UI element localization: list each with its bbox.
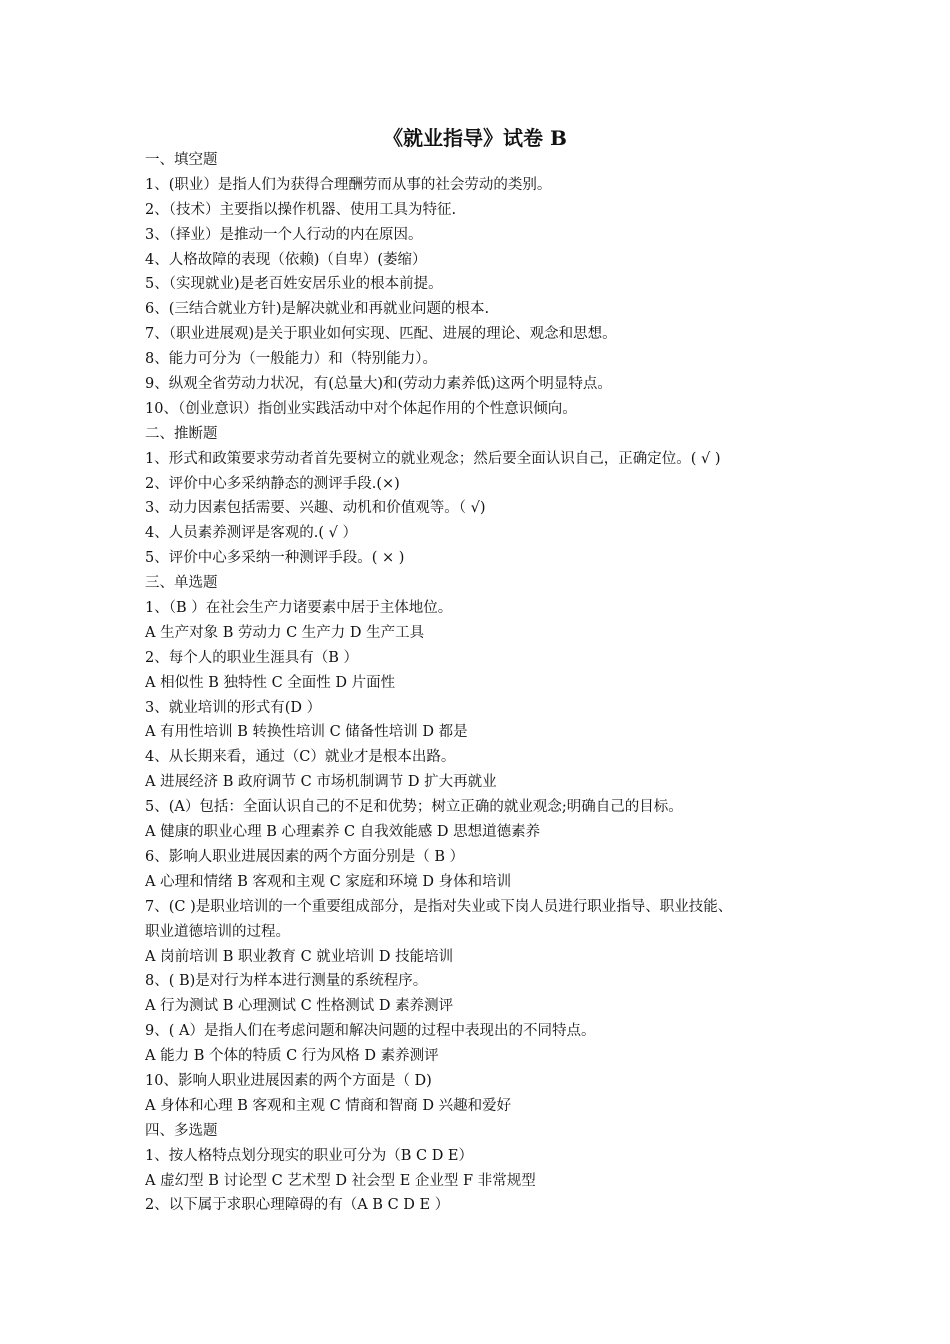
text-line: 二、推断题 bbox=[145, 425, 218, 442]
text-line: 2、（技术）主要指以操作机器、使用工具为特征. bbox=[145, 201, 457, 218]
text-line: 4、人员素养测评是客观的.( √ ） bbox=[145, 525, 357, 542]
text-line: 10、影响人职业进展因素的两个方面是（ D) bbox=[145, 1072, 432, 1089]
text-line: 7、（职业进展观)是关于职业如何实现、匹配、进展的理论、观念和思想。 bbox=[145, 326, 617, 343]
text-line: 1、(职业）是指人们为获得合理酬劳而从事的社会劳动的类别。 bbox=[145, 176, 552, 193]
text-line: 2、以下属于求职心理障碍的有（A B C D E ） bbox=[145, 1197, 450, 1214]
exam-title: 《就业指导》试卷 B bbox=[383, 126, 567, 150]
text-line: A 岗前培训 B 职业教育 C 就业培训 D 技能培训 bbox=[145, 948, 454, 965]
text-line: A 身体和心理 B 客观和主观 C 情商和智商 D 兴趣和爱好 bbox=[145, 1097, 512, 1114]
text-line: 4、人格故障的表现（依赖)（自卑）(萎缩） bbox=[145, 251, 427, 268]
text-line: A 行为测试 B 心理测试 C 性格测试 D 素养测评 bbox=[145, 998, 454, 1015]
text-line: 3、动力因素包括需要、兴趣、动机和价值观等。（ √) bbox=[145, 500, 486, 517]
text-line: 3、（择业）是推动一个人行动的内在原因。 bbox=[145, 226, 423, 243]
text-line: 5、评价中心多采纳一种测评手段。( × ) bbox=[145, 550, 405, 567]
text-line: 5、(A）包括：全面认识自己的不足和优势；树立正确的就业观念;明确自己的目标。 bbox=[145, 799, 683, 816]
text-line: 5、（实现就业)是老百姓安居乐业的根本前提。 bbox=[145, 276, 443, 293]
text-line: 6、(三结合就业方针)是解决就业和再就业问题的根本. bbox=[145, 301, 490, 318]
text-line: A 能力 B 个体的特质 C 行为风格 D 素养测评 bbox=[145, 1048, 439, 1065]
text-line: 3、就业培训的形式有(D ） bbox=[145, 699, 322, 716]
text-line: 职业道德培训的过程。 bbox=[145, 923, 290, 940]
text-line: 2、评价中心多采纳静态的测评手段.(×) bbox=[145, 475, 400, 492]
text-line: 1、形式和政策要求劳动者首先要树立的就业观念；然后要全面认识自己，正确定位。( √ ) bbox=[145, 450, 721, 467]
exam-content bbox=[145, 148, 835, 1218]
text-line: 1、（B ）在社会生产力诸要素中居于主体地位。 bbox=[145, 600, 453, 617]
text-line: 9、( A）是指人们在考虑问题和解决问题的过程中表现出的不同特点。 bbox=[145, 1023, 596, 1040]
text-line: 9、纵观全省劳动力状况，有(总量大)和(劳动力素养低)这两个明显特点。 bbox=[145, 376, 612, 393]
text-line: A 生产对象 B 劳动力 C 生产力 D 生产工具 bbox=[145, 624, 425, 641]
text-line: 10、（创业意识）指创业实践活动中对个体起作用的个性意识倾向。 bbox=[145, 400, 577, 417]
text-line: A 进展经济 B 政府调节 C 市场机制调节 D 扩大再就业 bbox=[145, 774, 497, 791]
text-line: 8、( B)是对行为样本进行测量的系统程序。 bbox=[145, 973, 428, 990]
text-line: 4、从长期来看，通过（C）就业才是根本出路。 bbox=[145, 749, 456, 766]
text-line: 6、影响人职业进展因素的两个方面分别是（ B ） bbox=[145, 848, 465, 865]
text-line: 8、能力可分为（一般能力）和（特别能力）。 bbox=[145, 351, 437, 368]
text-line: 四、多选题 bbox=[145, 1122, 218, 1139]
text-line: 三、单选题 bbox=[145, 575, 218, 592]
text-line: A 相似性 B 独特性 C 全面性 D 片面性 bbox=[145, 674, 396, 691]
text-line: A 心理和情绪 B 客观和主观 C 家庭和环境 D 身体和培训 bbox=[145, 873, 512, 890]
text-line: A 有用性培训 B 转换性培训 C 储备性培训 D 都是 bbox=[145, 724, 468, 741]
text-line: 7、(C )是职业培训的一个重要组成部分，是指对失业或下岗人员进行职业指导、职业技能、 bbox=[145, 898, 733, 915]
text-line: 2、每个人的职业生涯具有（B ） bbox=[145, 649, 358, 666]
text-line: 1、按人格特点划分现实的职业可分为（B C D E） bbox=[145, 1147, 474, 1164]
text-line: 一、填空题 bbox=[145, 152, 218, 168]
text-line: A 健康的职业心理 B 心理素养 C 自我效能感 D 思想道德素养 bbox=[145, 824, 541, 841]
text-line: A 虚幻型 B 讨论型 C 艺术型 D 社会型 E 企业型 F 非常规型 bbox=[145, 1172, 536, 1189]
